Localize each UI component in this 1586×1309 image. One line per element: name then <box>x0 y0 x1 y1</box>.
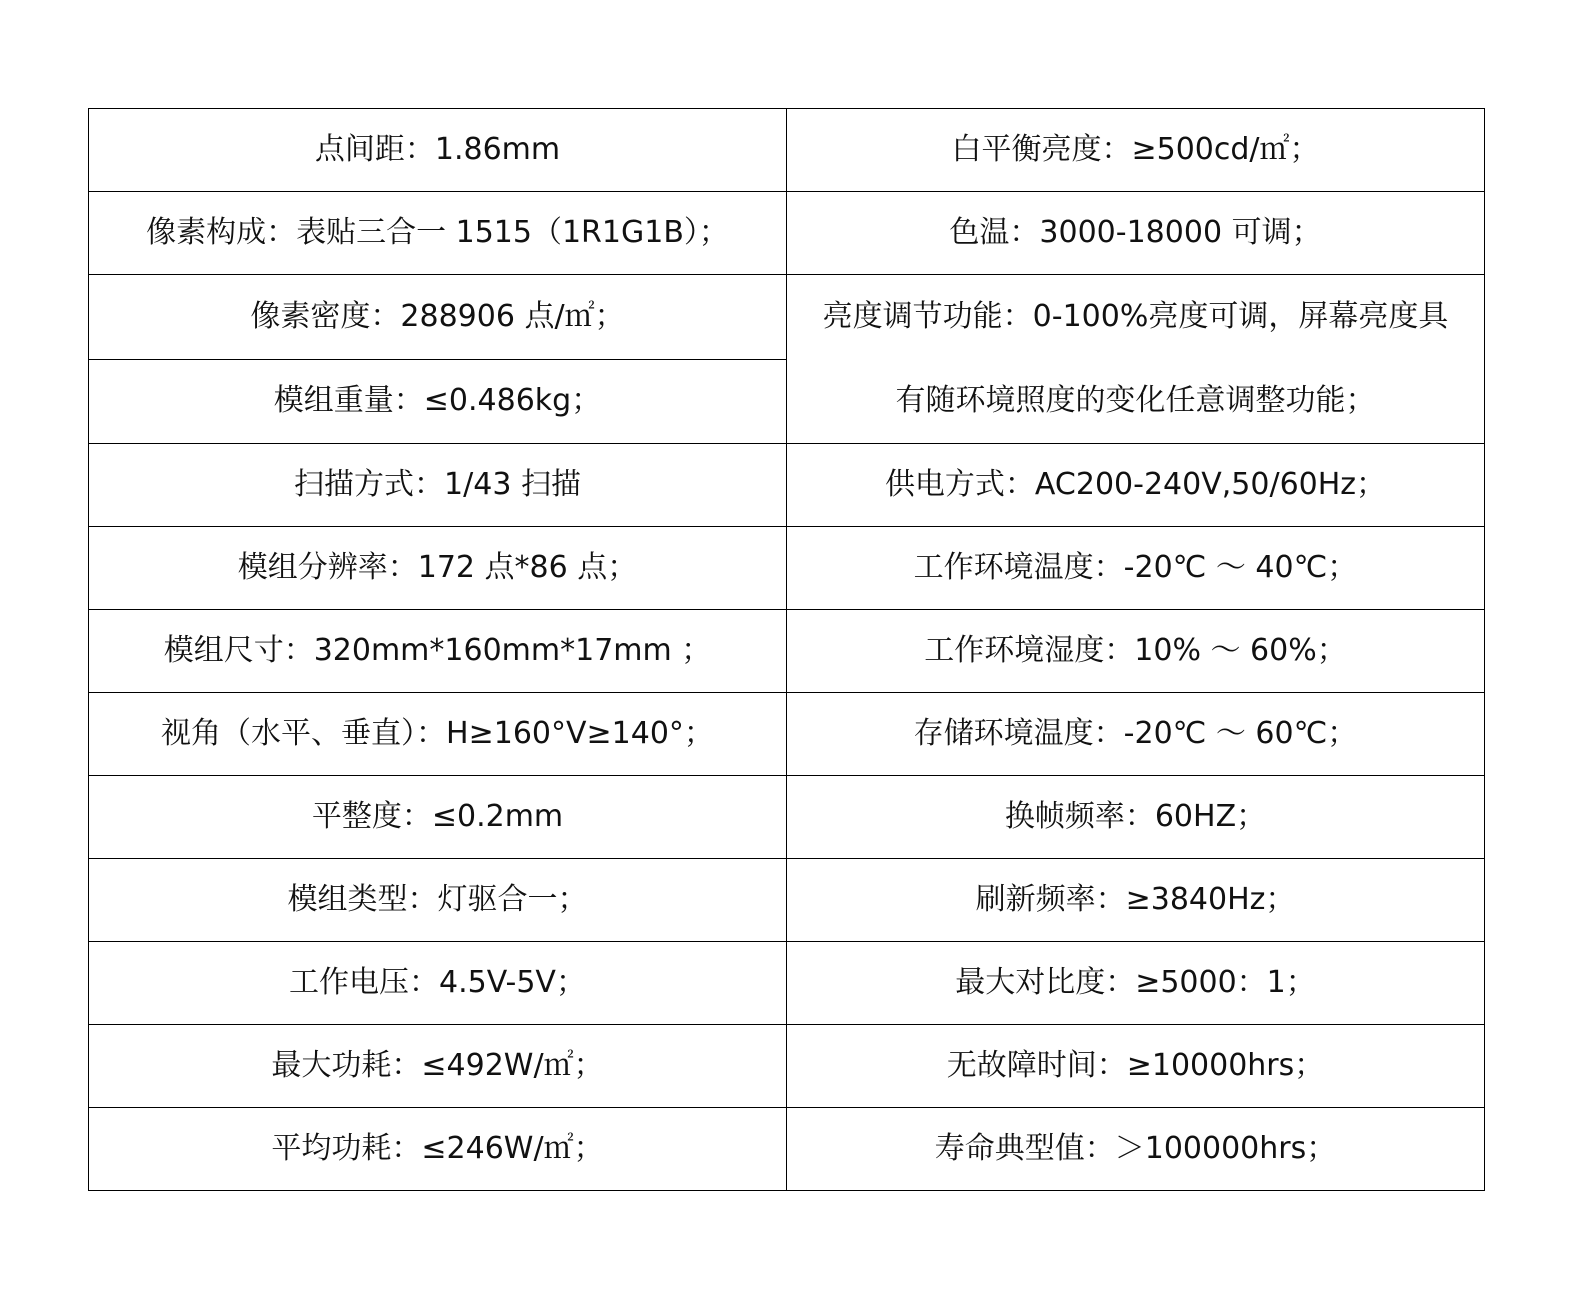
spec-cell-scan-mode: 扫描方式：1/43 扫描 <box>89 444 787 527</box>
table-row <box>89 192 1485 275</box>
table-row <box>89 527 1485 610</box>
spec-cell-module-resolution: 模组分辨率：172 点*86 点； <box>89 527 787 610</box>
spec-cell-operating-temperature: 工作环境温度：-20℃ ～ 40℃； <box>787 527 1485 610</box>
spec-cell-storage-temperature: 存储环境温度：-20℃ ～ 60℃； <box>787 693 1485 776</box>
table-row <box>89 859 1485 942</box>
spec-cell-pixel-density: 像素密度：288906 点/㎡； <box>89 275 787 360</box>
table-row <box>89 1025 1485 1108</box>
table-row <box>89 1108 1485 1191</box>
spec-cell-brightness-adjustment <box>787 275 1485 444</box>
spec-cell-frame-rate: 换帧频率：60HZ； <box>787 776 1485 859</box>
table-row <box>89 776 1485 859</box>
spec-cell-lifespan: 寿命典型值：＞100000hrs； <box>787 1108 1485 1191</box>
spec-cell-refresh-rate: 刷新频率：≥3840Hz； <box>787 859 1485 942</box>
spec-text-line: 亮度调节功能：0-100%亮度可调，屏幕亮度具 <box>822 299 1449 334</box>
spec-cell-module-type: 模组类型：灯驱合一； <box>89 859 787 942</box>
spec-cell-average-power: 平均功耗：≤246W/㎡； <box>89 1108 787 1191</box>
table-row <box>89 444 1485 527</box>
spec-cell-pixel-composition: 像素构成：表贴三合一 1515（1R1G1B）； <box>89 192 787 275</box>
spec-cell-operating-voltage: 工作电压：4.5V-5V； <box>89 942 787 1025</box>
spec-cell-white-balance-brightness: 白平衡亮度：≥500cd/㎡； <box>787 109 1485 192</box>
spec-cell-contrast-ratio: 最大对比度：≥5000：1； <box>787 942 1485 1025</box>
table-row <box>89 610 1485 693</box>
spec-cell-operating-humidity: 工作环境湿度：10% ～ 60%； <box>787 610 1485 693</box>
spec-table <box>88 108 1485 1191</box>
spec-cell-max-power: 最大功耗：≤492W/㎡； <box>89 1025 787 1108</box>
table-row <box>89 693 1485 776</box>
table-row <box>89 942 1485 1025</box>
spec-text-line: 有随环境照度的变化任意调整功能； <box>895 383 1376 418</box>
spec-cell-module-weight: 模组重量：≤0.486kg； <box>89 359 787 444</box>
spec-cell-pixel-pitch: 点间距：1.86mm <box>89 109 787 192</box>
spec-cell-power-supply: 供电方式：AC200-240V,50/60Hz； <box>787 444 1485 527</box>
spec-cell-flatness: 平整度：≤0.2mm <box>89 776 787 859</box>
spec-cell-mtbf: 无故障时间：≥10000hrs； <box>787 1025 1485 1108</box>
spec-cell-module-size: 模组尺寸：320mm*160mm*17mm ； <box>89 610 787 693</box>
table-row <box>89 275 1485 360</box>
spec-cell-viewing-angle: 视角（水平、垂直）：H≥160°V≥140°； <box>89 693 787 776</box>
spec-cell-color-temperature: 色温：3000-18000 可调； <box>787 192 1485 275</box>
table-row <box>89 109 1485 192</box>
